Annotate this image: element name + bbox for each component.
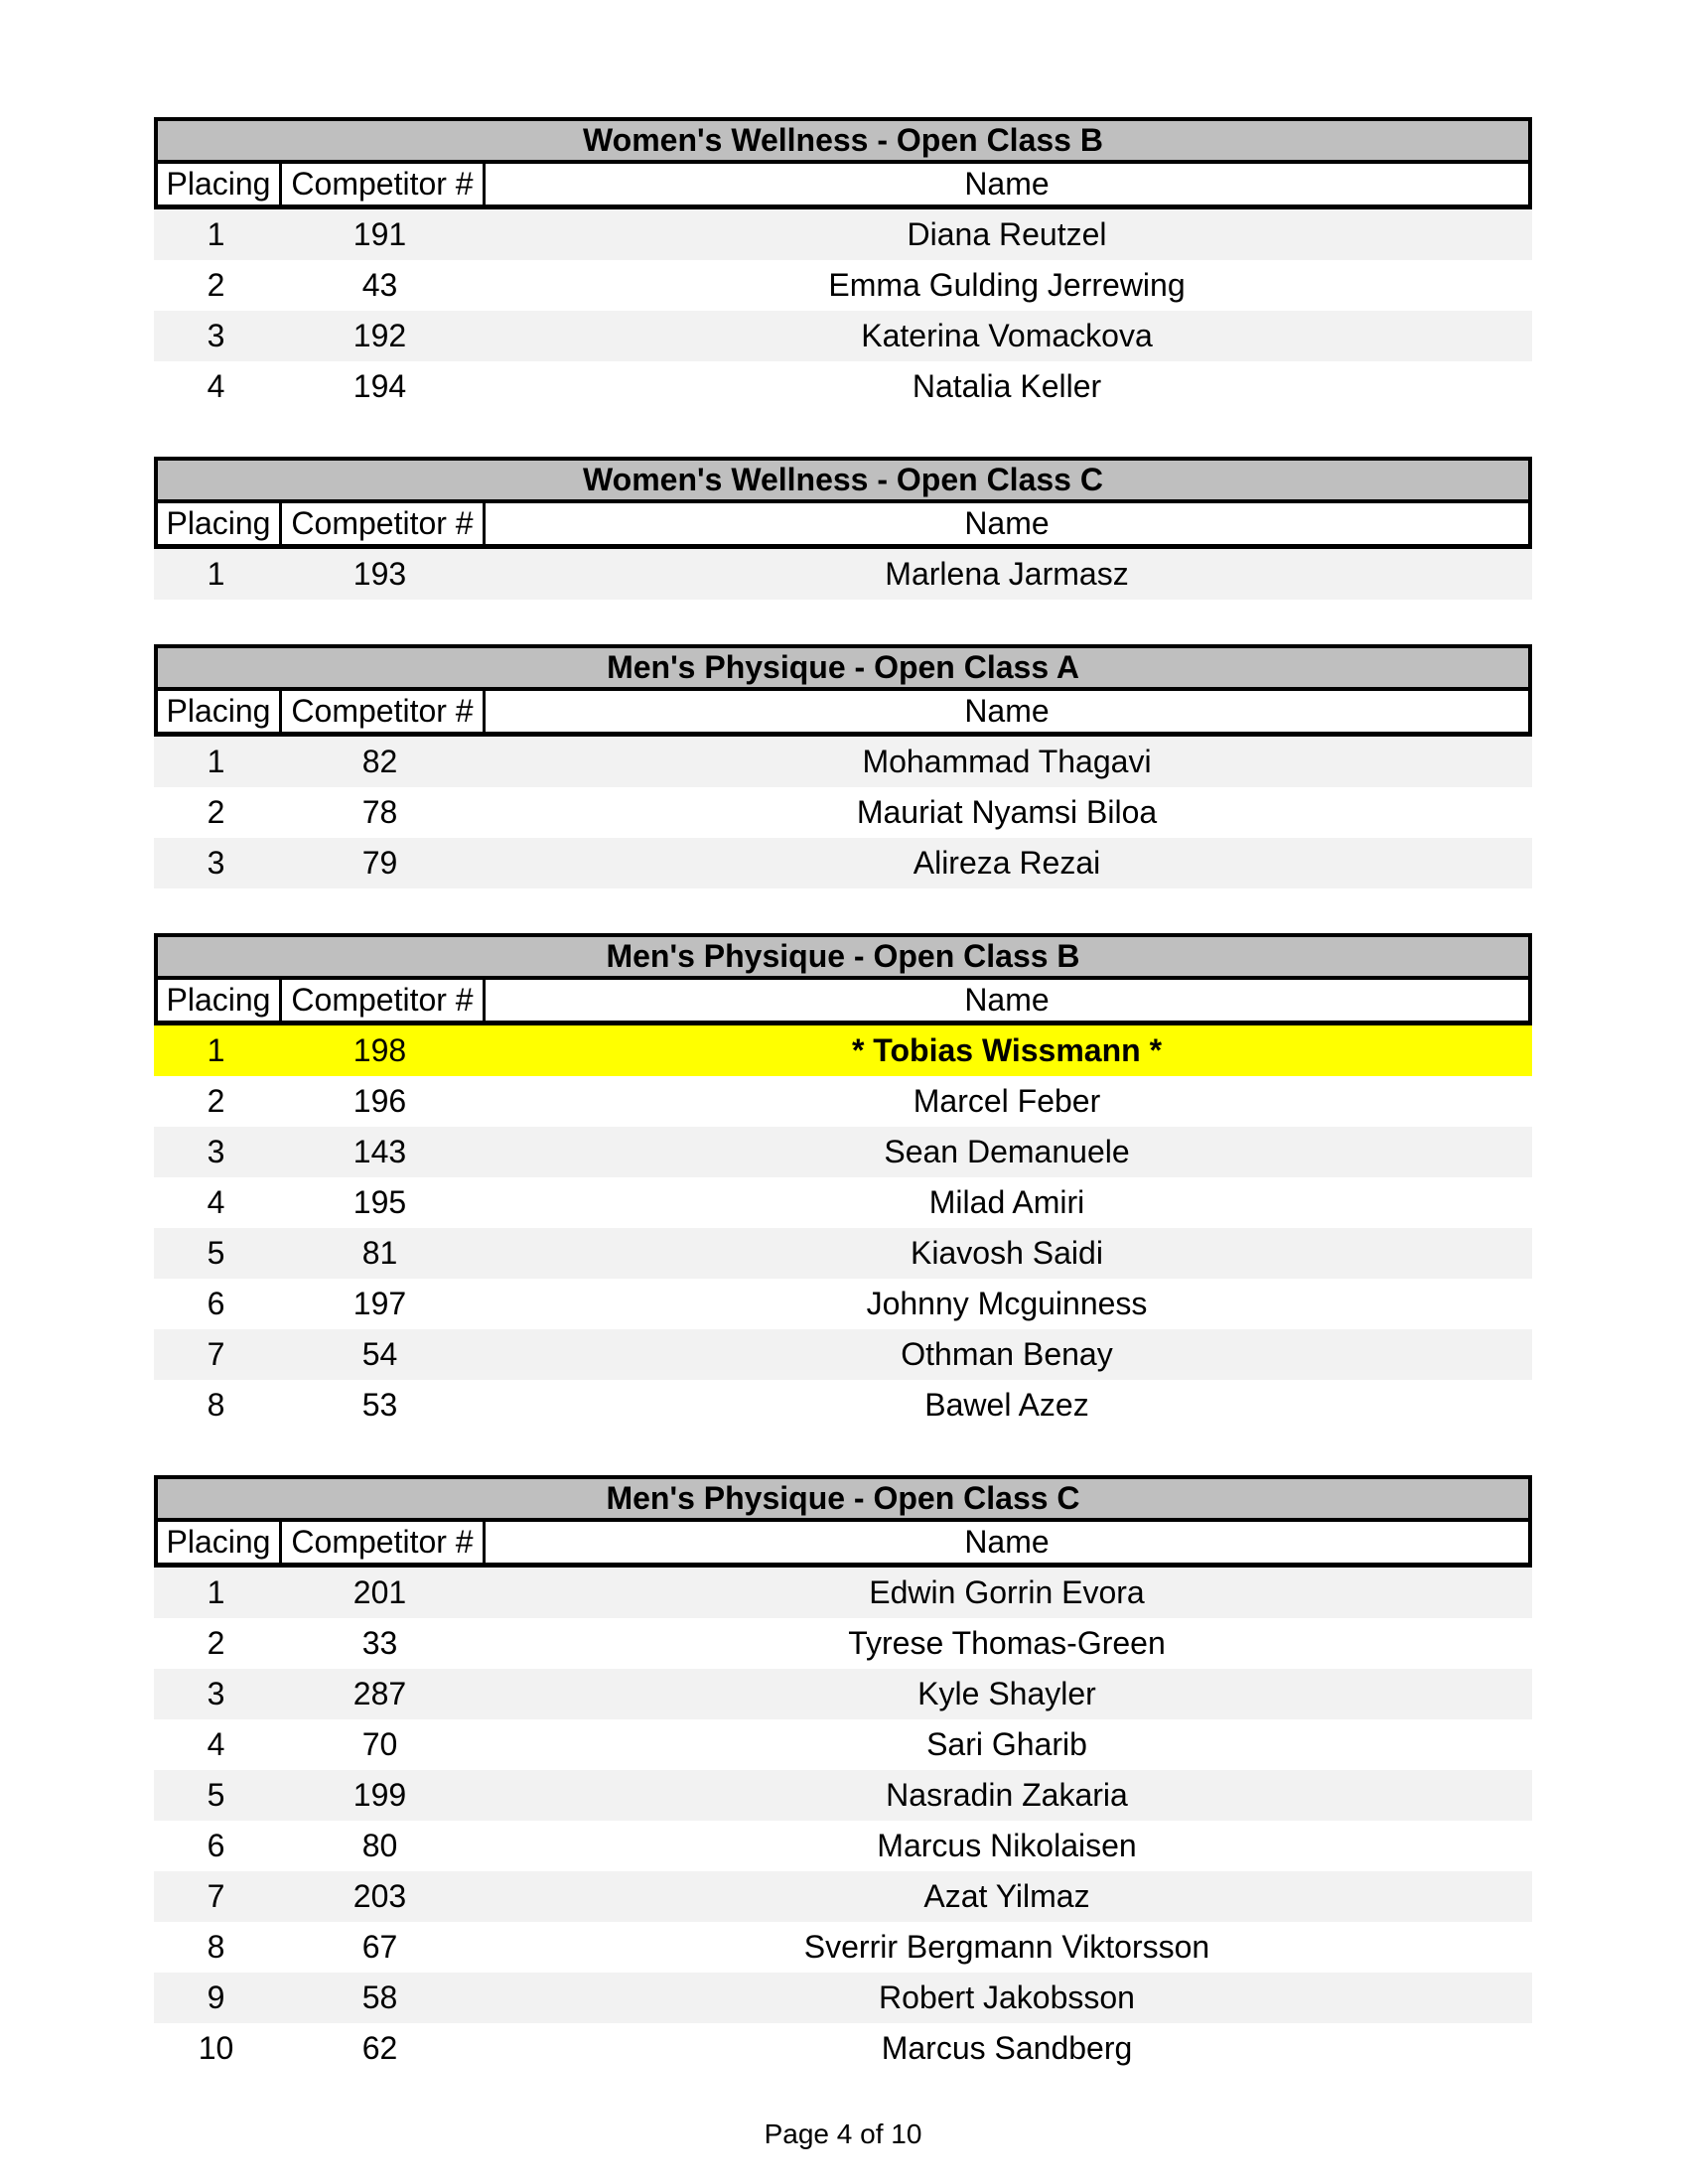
cell-name: Marcus Sandberg xyxy=(881,2030,1133,2066)
cell-placing: 3 xyxy=(207,318,225,353)
column-header-placing: Placing xyxy=(158,691,282,732)
cell-competitor: 82 xyxy=(361,744,398,779)
table-row xyxy=(154,838,1532,888)
cell-name: Edwin Gorrin Evora xyxy=(869,1574,1145,1610)
table-title: Men's Physique - Open Class A xyxy=(154,644,1532,691)
column-header-competitor: Competitor # xyxy=(282,164,486,205)
cell-name: Marcel Feber xyxy=(913,1083,1101,1119)
cell-name: Kyle Shayler xyxy=(917,1676,1096,1711)
table-row xyxy=(154,787,1532,838)
cell-competitor: 203 xyxy=(352,1878,407,1914)
table-row xyxy=(154,1719,1532,1770)
table-row xyxy=(154,209,1532,260)
column-header-name: Name xyxy=(964,982,1050,1018)
table-row xyxy=(154,1821,1532,1871)
cell-name: Azat Yilmaz xyxy=(923,1878,1090,1914)
cell-competitor: 43 xyxy=(361,267,398,303)
column-header-placing: Placing xyxy=(158,503,282,544)
cell-placing: 4 xyxy=(207,368,225,404)
cell-competitor: 53 xyxy=(361,1387,398,1423)
cell-competitor: 196 xyxy=(352,1083,407,1119)
cell-placing: 3 xyxy=(207,845,225,881)
results-table xyxy=(154,644,1532,888)
cell-name: Tyrese Thomas-Green xyxy=(848,1625,1166,1661)
results-tables-container xyxy=(154,117,1688,2074)
cell-name: Marlena Jarmasz xyxy=(885,556,1129,592)
cell-competitor: 143 xyxy=(352,1134,407,1169)
cell-placing: 1 xyxy=(207,744,225,779)
cell-placing: 3 xyxy=(207,1134,225,1169)
table-row xyxy=(154,1618,1532,1669)
cell-competitor: 195 xyxy=(352,1184,407,1220)
column-header-name: Name xyxy=(964,1524,1050,1560)
cell-placing: 6 xyxy=(207,1286,225,1321)
column-header-row xyxy=(154,503,1532,549)
cell-name: Natalia Keller xyxy=(912,368,1102,404)
cell-placing: 9 xyxy=(207,1979,225,2015)
table-row-highlighted xyxy=(154,1025,1532,1076)
page-number-footer: Page 4 of 10 xyxy=(764,2118,922,2149)
cell-name: Alireza Rezai xyxy=(913,845,1101,881)
cell-name: Marcus Nikolaisen xyxy=(877,1828,1137,1863)
cell-name: * Tobias Wissmann * xyxy=(851,1032,1163,1068)
table-row xyxy=(154,1279,1532,1329)
table-row xyxy=(154,1177,1532,1228)
cell-name: Diana Reutzel xyxy=(907,216,1107,252)
column-header-competitor: Competitor # xyxy=(282,1522,486,1563)
cell-name: Johnny Mcguinness xyxy=(866,1286,1148,1321)
column-header-name: Name xyxy=(964,505,1050,541)
table-row xyxy=(154,1127,1532,1177)
cell-name: Emma Gulding Jerrewing xyxy=(828,267,1186,303)
cell-competitor: 287 xyxy=(352,1676,407,1711)
cell-competitor: 201 xyxy=(352,1574,407,1610)
table-row xyxy=(154,549,1532,600)
table-row xyxy=(154,1076,1532,1127)
cell-competitor: 58 xyxy=(361,1979,398,2015)
cell-competitor: 194 xyxy=(352,368,407,404)
cell-placing: 2 xyxy=(207,794,225,830)
column-header-row xyxy=(154,164,1532,209)
cell-name: Othman Benay xyxy=(901,1336,1113,1372)
cell-name: Milad Amiri xyxy=(928,1184,1085,1220)
cell-competitor: 33 xyxy=(361,1625,398,1661)
table-row xyxy=(154,737,1532,787)
cell-competitor: 78 xyxy=(361,794,398,830)
cell-competitor: 70 xyxy=(361,1726,398,1762)
column-header-placing: Placing xyxy=(158,1522,282,1563)
cell-placing: 8 xyxy=(207,1929,225,1965)
column-header-row xyxy=(154,691,1532,737)
cell-name: Mohammad Thagavi xyxy=(862,744,1152,779)
table-row xyxy=(154,1329,1532,1380)
column-header-row xyxy=(154,980,1532,1025)
table-row xyxy=(154,260,1532,311)
cell-competitor: 62 xyxy=(361,2030,398,2066)
table-row xyxy=(154,1669,1532,1719)
cell-name: Sari Gharib xyxy=(926,1726,1087,1762)
cell-competitor: 191 xyxy=(352,216,407,252)
cell-placing: 2 xyxy=(207,1083,225,1119)
cell-placing: 1 xyxy=(207,1032,225,1068)
column-header-placing: Placing xyxy=(158,980,282,1021)
table-row xyxy=(154,1973,1532,2023)
table-row xyxy=(154,361,1532,412)
cell-competitor: 199 xyxy=(352,1777,407,1813)
cell-placing: 1 xyxy=(207,556,225,592)
table-title: Women's Wellness - Open Class B xyxy=(154,117,1532,164)
cell-name: Sean Demanuele xyxy=(884,1134,1130,1169)
cell-placing: 7 xyxy=(207,1336,225,1372)
table-title: Women's Wellness - Open Class C xyxy=(154,457,1532,503)
cell-competitor: 193 xyxy=(352,556,407,592)
results-table xyxy=(154,117,1532,412)
cell-placing: 2 xyxy=(207,267,225,303)
cell-placing: 4 xyxy=(207,1184,225,1220)
cell-placing: 1 xyxy=(207,1574,225,1610)
table-title: Men's Physique - Open Class B xyxy=(154,933,1532,980)
column-header-name: Name xyxy=(964,693,1050,729)
cell-placing: 10 xyxy=(198,2030,234,2066)
cell-name: Bawel Azez xyxy=(924,1387,1089,1423)
table-row xyxy=(154,1871,1532,1922)
cell-placing: 2 xyxy=(207,1625,225,1661)
cell-competitor: 80 xyxy=(361,1828,398,1863)
table-row xyxy=(154,1770,1532,1821)
cell-competitor: 81 xyxy=(361,1235,398,1271)
table-row xyxy=(154,1228,1532,1279)
column-header-competitor: Competitor # xyxy=(282,691,486,732)
results-table xyxy=(154,457,1532,600)
table-title: Men's Physique - Open Class C xyxy=(154,1475,1532,1522)
cell-competitor: 54 xyxy=(361,1336,398,1372)
cell-competitor: 67 xyxy=(361,1929,398,1965)
cell-placing: 3 xyxy=(207,1676,225,1711)
column-header-name: Name xyxy=(964,166,1050,202)
cell-name: Robert Jakobsson xyxy=(879,1979,1135,2015)
cell-name: Nasradin Zakaria xyxy=(886,1777,1128,1813)
cell-name: Kiavosh Saidi xyxy=(911,1235,1103,1271)
results-table xyxy=(154,1475,1532,2074)
cell-placing: 4 xyxy=(207,1726,225,1762)
cell-placing: 6 xyxy=(207,1828,225,1863)
column-header-placing: Placing xyxy=(158,164,282,205)
cell-placing: 5 xyxy=(207,1777,225,1813)
cell-placing: 1 xyxy=(207,216,225,252)
table-row xyxy=(154,1568,1532,1618)
cell-placing: 7 xyxy=(207,1878,225,1914)
cell-name: Katerina Vomackova xyxy=(861,318,1153,353)
cell-placing: 8 xyxy=(207,1387,225,1423)
table-row xyxy=(154,1380,1532,1431)
cell-competitor: 79 xyxy=(361,845,398,881)
table-row xyxy=(154,1922,1532,1973)
column-header-row xyxy=(154,1522,1532,1568)
cell-competitor: 198 xyxy=(352,1032,407,1068)
cell-competitor: 197 xyxy=(352,1286,407,1321)
column-header-competitor: Competitor # xyxy=(282,503,486,544)
table-row xyxy=(154,2023,1532,2074)
cell-placing: 5 xyxy=(207,1235,225,1271)
cell-competitor: 192 xyxy=(352,318,407,353)
cell-name: Mauriat Nyamsi Biloa xyxy=(856,794,1158,830)
results-table xyxy=(154,933,1532,1431)
column-header-competitor: Competitor # xyxy=(282,980,486,1021)
cell-name: Sverrir Bergmann Viktorsson xyxy=(803,1929,1210,1965)
table-row xyxy=(154,311,1532,361)
